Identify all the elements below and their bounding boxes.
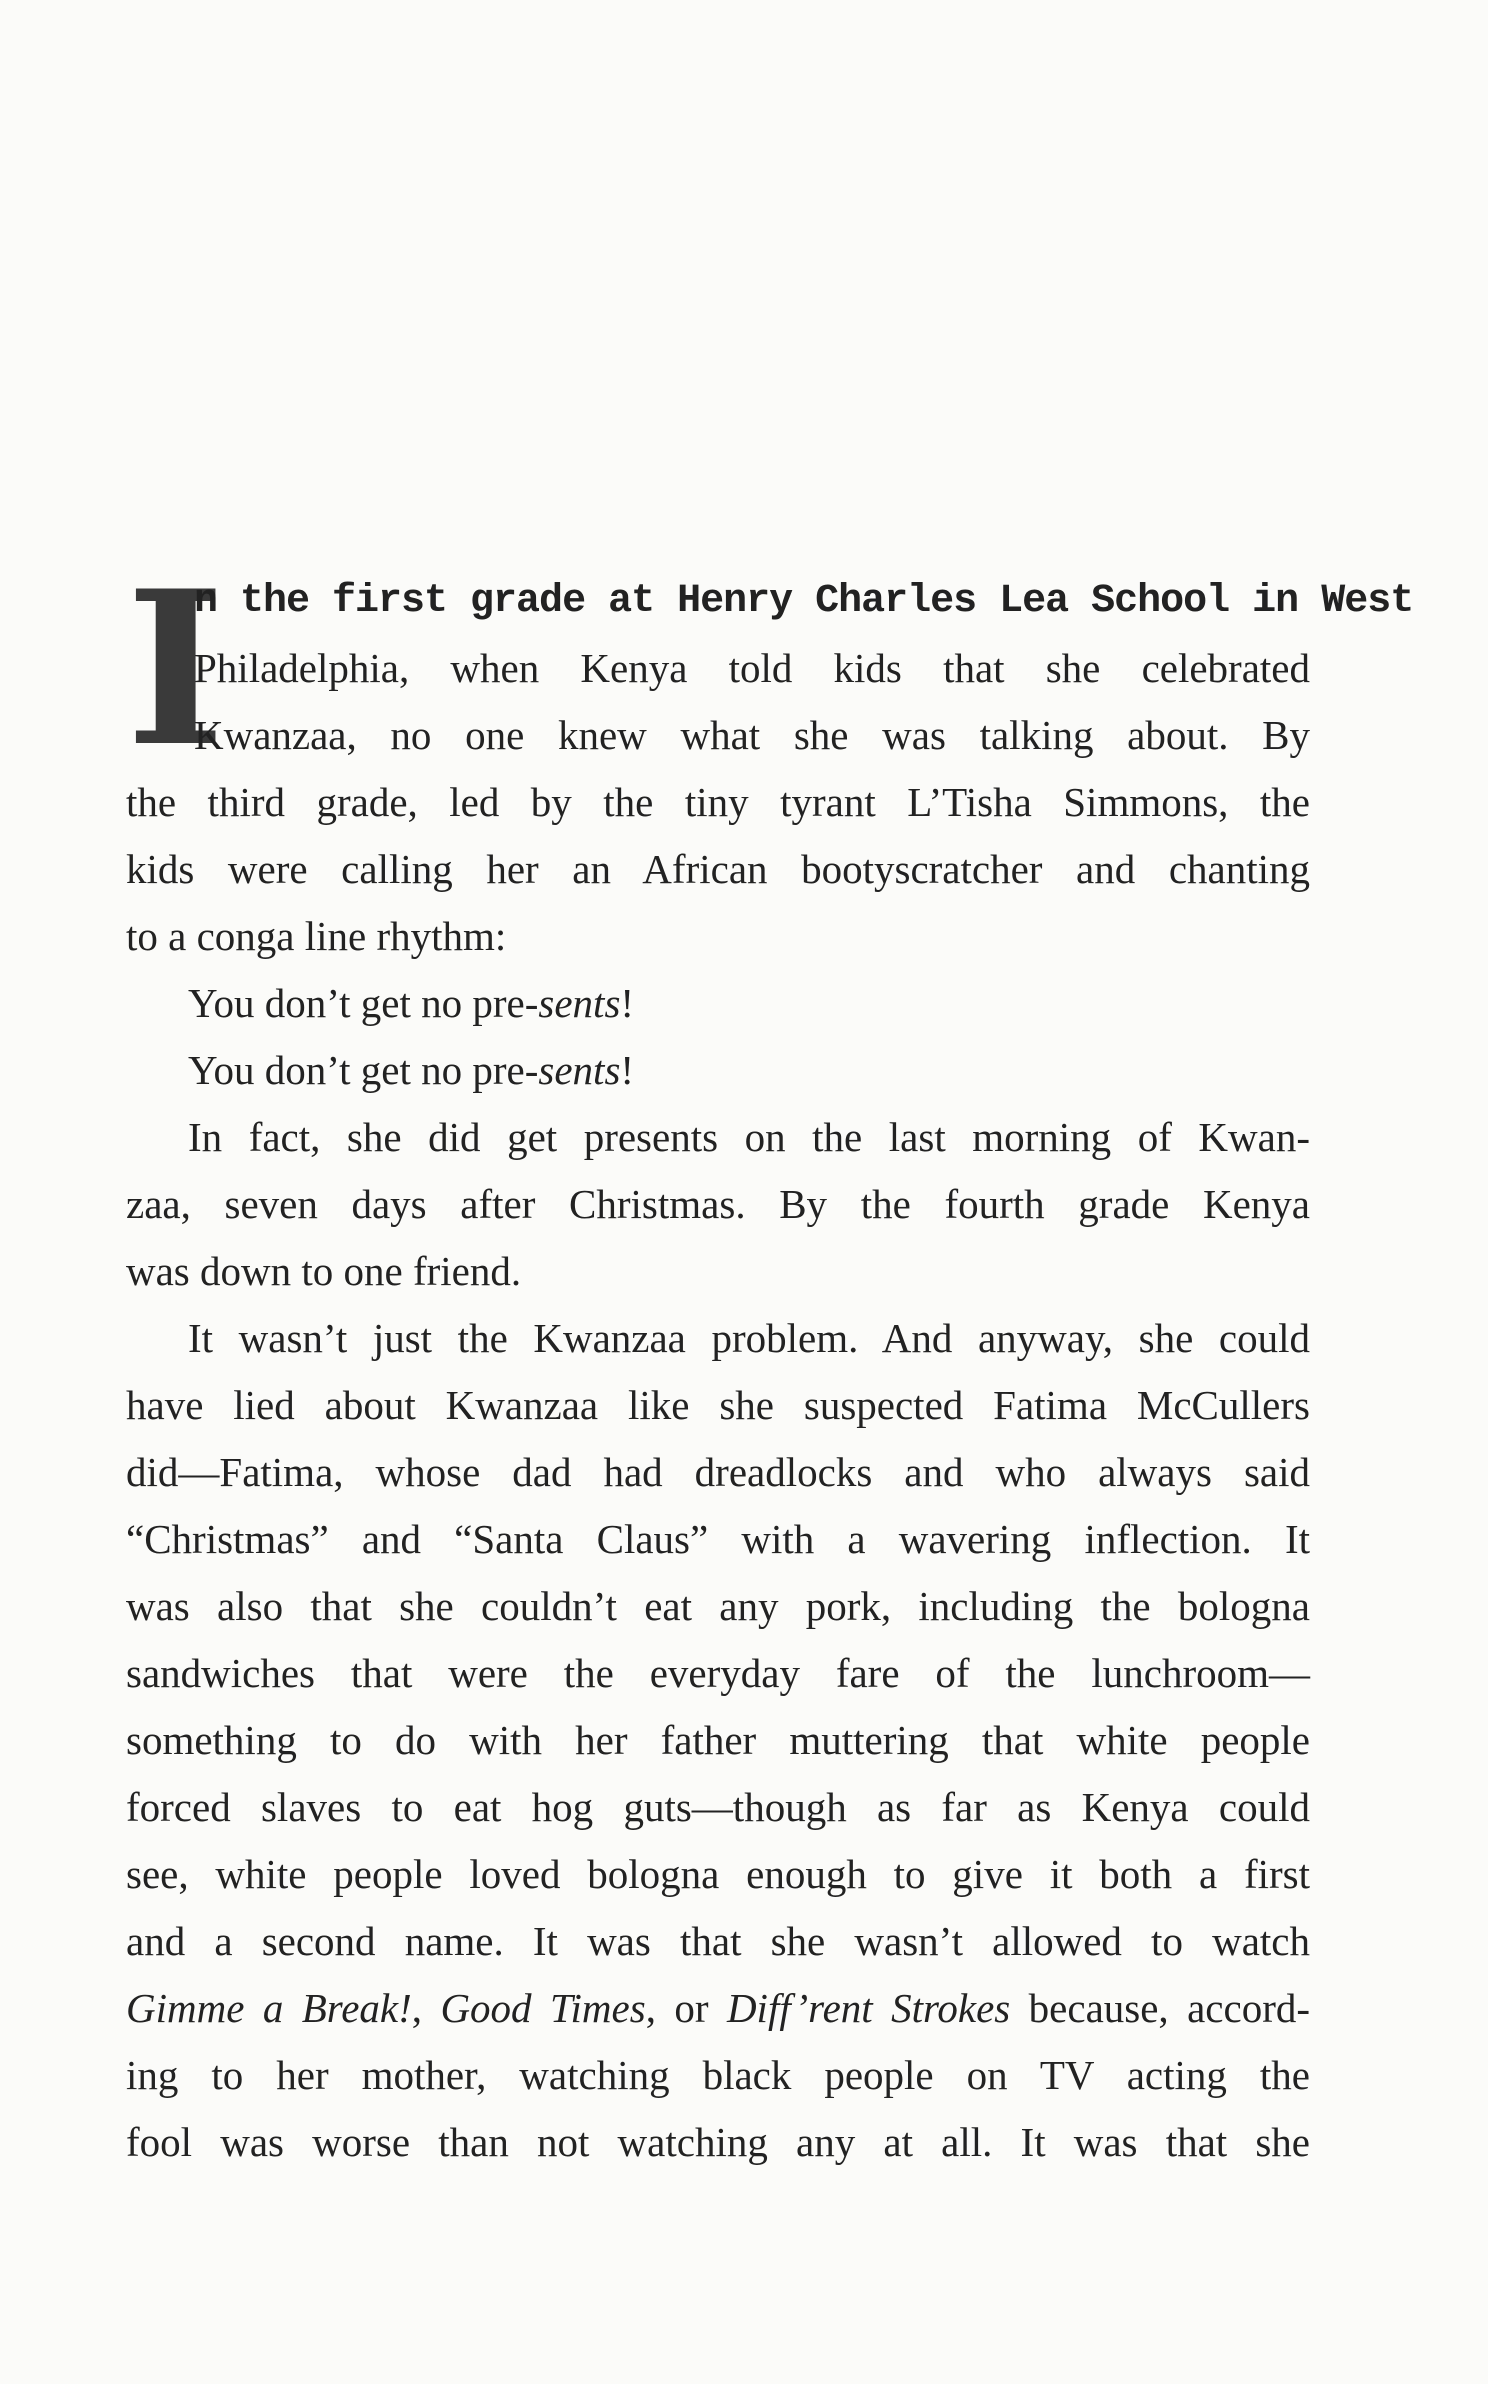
text-line: In fact, she did get presents on the last morning of Kwan- bbox=[188, 1114, 1310, 1160]
text-line bbox=[126, 1975, 1310, 2042]
text-line: and a second name. It was that she wasn’t allowed to watch bbox=[126, 1918, 1310, 1964]
tv-show-title: Gimme a Break! bbox=[126, 1985, 412, 2031]
chant-emphasis: sents bbox=[538, 1047, 621, 1093]
tv-show-title: Diff’rent Strokes bbox=[726, 1985, 1011, 2031]
text-line: was down to one friend. bbox=[126, 1248, 522, 1294]
text-line: Kwanzaa, no one knew what she was talking about. By bbox=[194, 712, 1310, 758]
chant-punct: ! bbox=[620, 980, 635, 1026]
text-line: was also that she couldn’t eat any pork, including the bologna bbox=[126, 1583, 1310, 1629]
text-line: zaa, seven days after Christmas. By the fourth grade Kenya bbox=[126, 1181, 1310, 1227]
drop-cap: I bbox=[126, 544, 226, 793]
text-line: n the first grade at Henry Charles Lea School in West bbox=[194, 579, 1414, 624]
text-line: “Christmas” and “Santa Claus” with a wavering inflection. It bbox=[126, 1516, 1310, 1562]
chant-punct: ! bbox=[620, 1047, 635, 1093]
text-line: see, white people loved bologna enough to give it both a first bbox=[126, 1851, 1310, 1897]
text-line: have lied about Kwanzaa like she suspected Fatima McCullers bbox=[126, 1382, 1310, 1428]
text-line: ing to her mother, watching black people on TV acting the bbox=[126, 2052, 1310, 2098]
chant-line bbox=[126, 1037, 1310, 1104]
text-line: Philadelphia, when Kenya told kids that she celebrated bbox=[194, 645, 1310, 691]
text-fragment: , bbox=[411, 1985, 441, 2031]
tv-show-title: Good Times bbox=[440, 1985, 646, 2031]
text-line: the third grade, led by the tiny tyrant L’Tisha Simmons, the bbox=[126, 779, 1310, 825]
text-line: did—Fatima, whose dad had dreadlocks and who always said bbox=[126, 1449, 1310, 1495]
text-line: It wasn’t just the Kwanzaa problem. And anyway, she could bbox=[188, 1315, 1310, 1361]
chant-emphasis: sents bbox=[538, 980, 621, 1026]
chant-text: You don’t get no pre- bbox=[188, 980, 539, 1026]
text-line: fool was worse than not watching any at all. It was that she bbox=[126, 2119, 1310, 2165]
text-fragment: , or bbox=[645, 1985, 727, 2031]
text-line: forced slaves to eat hog guts—though as far as Kenya could bbox=[126, 1784, 1310, 1830]
text-fragment: because, accord- bbox=[1010, 1985, 1310, 2031]
text-line: kids were calling her an African bootyscratcher and chanting bbox=[126, 846, 1310, 892]
chant-text: You don’t get no pre- bbox=[188, 1047, 539, 1093]
chant-line bbox=[126, 970, 1310, 1037]
text-line: sandwiches that were the everyday fare of the lunchroom— bbox=[126, 1650, 1310, 1696]
text-line: something to do with her father muttering that white people bbox=[126, 1717, 1310, 1763]
text-line: to a conga line rhythm: bbox=[126, 913, 507, 959]
